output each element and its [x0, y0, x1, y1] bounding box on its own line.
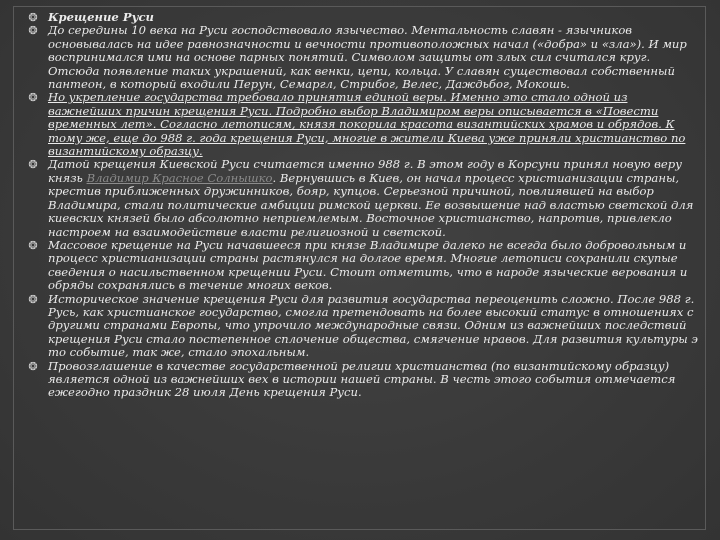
paragraph-holiday: Провозглашение в качестве государственной религии христианства (по византийскому образцу) является одной из важнейших вех в истории нашей страны. В честь этого события отмечается ежегодно праздник 28 июля День крещения Руси.: [48, 358, 676, 400]
paragraph-significance: Историческое значение крещения Руси для развития государства переоценить сложно. После 988 г. Русь, как христианское государство, смогла претендовать на более высокий статус в отношениях с другими странами Европы, что упрочило международные связи. Одним из важнейших последствий крещения Руси стало постепенное сплочение общества, смягчение нравов. Для развития культуры э то событие, так же, стало эпохальным.: [48, 291, 698, 360]
paragraph-mass-baptism: Массовое крещение на Руси начавшееся при князе Владимире далеко не всегда было добровольным и процесс христианизации страны растянулся на долгое время. Многие летописи сохранили скупые сведения о насильственном крещении Руси. Стоит отметить, что в народе языческие верования и обряды сохранялись в течение многих веков.: [48, 237, 688, 293]
slide-title: Крещение Руси: [48, 10, 154, 24]
wreath-bullet-icon: ❂: [28, 11, 38, 24]
wreath-bullet-icon: ❂: [28, 158, 38, 172]
paragraph-unification: Но укрепление государства требовало принятия единой веры. Именно это стало одной из важнейших причин крещения Руси. Подробно выбор Владимиром веры описывается в «Повести временных лет». Согласно летописям, князя покорила красота византийских храмов и обрядов. К тому же, еще до 988 г. года крещения Руси, многие в жители Киева уже приняли христианство по византийскому образцу.: [48, 90, 686, 159]
paragraph-paganism: До середины 10 века на Руси господствовало язычество. Ментальность славян - язычников основывалась на идее равнозначности и вечности противоположных начал («добра» и «зла»). И мир воспринимался ими на основе парных понятий. Символом защиты от злых сил считался круг. Отсюда появление таких украшений, как венки, цепи, кольца. У славян существовал собственный пантеон, в который входили Перун, Семаргл, Стрибог, Велес, Даждьбог, Мокошь.: [48, 23, 687, 92]
paragraph-text: Датой крещения Киевской Руси считается именно 988 г. В этом году в Корсуни принял новую веру князь: [48, 157, 682, 185]
wreath-bullet-icon: ❂: [28, 24, 38, 38]
paragraph-baptism-date: [48, 157, 693, 238]
wreath-bullet-icon: ❂: [28, 292, 38, 306]
list-item: [26, 158, 698, 238]
paragraph-text: . Вернувшись в Киев, он начал процесс христианизации страны, крестив приближенных дружинников, бояр, купцов. Серьезной причиной, повлиявшей на выбор Владимира, стали политические амбиции римской церкви. Ее возвышение над властью светской для киевских князей было абсолютно неприемлемым. Восточное христианство, напротив, привлекло настроем на взаимодействие власти религиозной и светской.: [48, 170, 694, 239]
vladimir-link[interactable]: Владимир Красное Солнышко: [86, 170, 273, 185]
list-item: [26, 239, 698, 293]
wreath-bullet-icon: ❂: [28, 359, 38, 373]
slide-content: [26, 11, 698, 400]
list-item: [26, 360, 698, 400]
list-item: [26, 293, 698, 360]
bullet-list: [26, 11, 698, 400]
list-item: [26, 24, 698, 91]
list-item: [26, 91, 698, 158]
wreath-bullet-icon: ❂: [28, 238, 38, 252]
list-item-title: [26, 11, 698, 24]
wreath-bullet-icon: ❂: [28, 91, 38, 105]
